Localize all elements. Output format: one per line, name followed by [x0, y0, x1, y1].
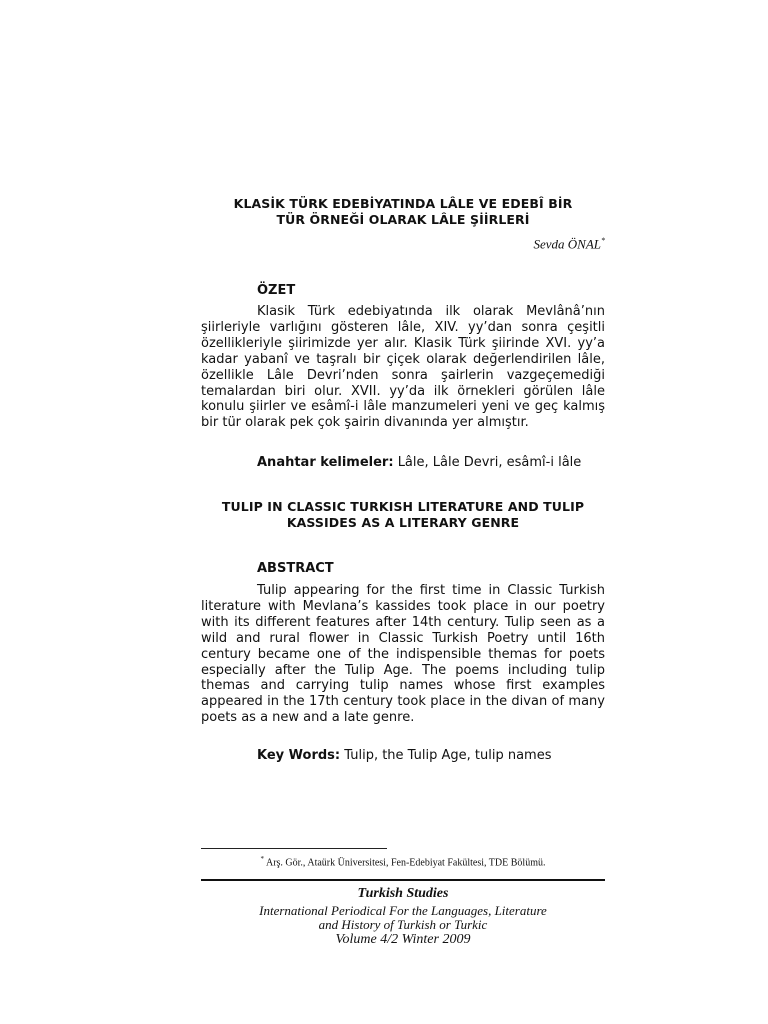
ozet-body: Klasik Türk edebiyatında ilk olarak Mevlânâ’nın şiirleriyle varlığını gösteren lâle, XIV. yy’dan sonra çeşitli özellikleriyle şiirimizde yer alır. Klasik Türk şiirinde XVI. yy’a kadar yabanî ve taşralı bir çiçek olarak değerlendirilen lâle, özellikle Lâle Devri’nden sonra şairlerin vazgeçemediği temalardan biri olur. XVII. yy’da ilk örnekleri görülen lâle konulu şiirler ve esâmî-i lâle manzumeleri yeni ve geç kalmış bir tür olarak pek çok şairin divanında yer almıştır. — [201, 304, 605, 431]
footnote-text: Arş. Gör., Ataürk Üniversitesi, Fen-Edebiyat Fakültesi, TDE Bölümü. — [265, 857, 546, 869]
english-keywords-label: Key Words: — [257, 748, 341, 763]
english-keywords — [257, 748, 552, 763]
journal-subtitle-line2: and History of Turkish or Turkic — [318, 917, 488, 932]
abstract-section — [201, 583, 605, 726]
abstract-body: Tulip appearing for the first time in Classic Turkish literature with Mevlana’s kassides took place in our poetry with its different features after 14th century. Tulip seen as a wild and rural flower in Classic Turkish Poetry until 16th century became one of the indispensible themas for poets especially after the Tulip Age. The poems including tulip themas and carrying tulip names whose first examples appeared in the 17th century took place in the divan of many poets as a new and a late genre. — [201, 583, 605, 726]
footer-rule — [201, 879, 605, 881]
journal-subtitle-line1: International Periodical For the Languages, Literature — [259, 903, 547, 918]
turkish-keywords — [257, 455, 581, 470]
ozet-section — [201, 304, 605, 431]
english-title-line1: TULIP IN CLASSIC TURKISH LITERATURE AND TULIP — [221, 499, 585, 514]
english-title — [201, 499, 605, 531]
author — [201, 236, 605, 252]
turkish-keywords-text: Lâle, Lâle Devri, esâmî-i lâle — [397, 455, 582, 470]
journal-name: Turkish Studies — [357, 886, 449, 901]
footnote — [201, 855, 605, 868]
abstract-heading: ABSTRACT — [257, 561, 334, 576]
ozet-heading: ÖZET — [257, 283, 296, 298]
english-keywords-text: Tulip, the Tulip Age, tulip names — [344, 748, 552, 763]
turkish-title-line2: TÜR ÖRNEĞİ OLARAK LÂLE ŞİİRLERİ — [276, 212, 530, 227]
english-title-line2: KASSIDES AS A LITERARY GENRE — [286, 515, 520, 530]
turkish-keywords-label: Anahtar kelimeler: — [257, 455, 394, 470]
author-footnote-mark: * — [601, 236, 605, 245]
footnote-mark: * — [260, 855, 265, 863]
author-name: Sevda ÖNAL — [533, 236, 601, 252]
turkish-title — [201, 196, 605, 228]
turkish-title-line1: KLASİK TÜRK EDEBİYATINDA LÂLE VE EDEBÎ BİR — [233, 196, 573, 211]
footnote-rule — [201, 848, 387, 849]
journal-volume: Volume 4/2 Winter 2009 — [335, 932, 471, 947]
